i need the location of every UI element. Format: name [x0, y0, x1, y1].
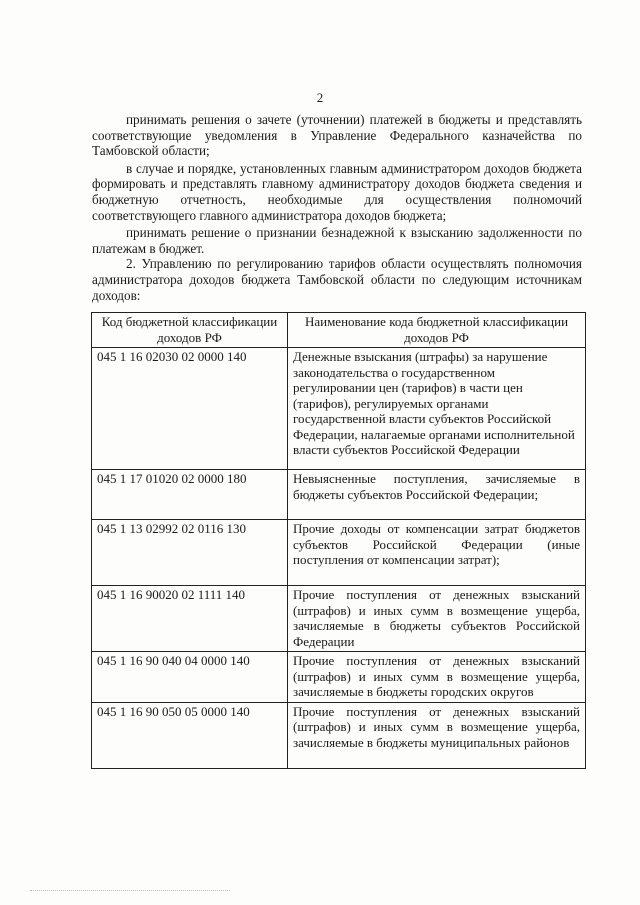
- table-row: [92, 520, 586, 586]
- row-code: 045 1 16 90 040 04 0000 140: [92, 652, 288, 703]
- scan-artifact: [30, 890, 230, 893]
- row-code: 045 1 16 90020 02 1111 140: [92, 586, 288, 652]
- row-name: Невыясненные поступления, зачисляемые в бюджеты субъектов Российской Федерации;: [288, 470, 586, 520]
- body-text: [92, 112, 582, 303]
- paragraph-tariff-department: 2. Управлению по регулированию тарифов области осуществлять полномочия администратора доходов бюджета Тамбовской области по следующим источникам доходов:: [92, 256, 582, 303]
- paragraph-offset-decision: принимать решения о зачете (уточнении) платежей в бюджеты и представлять соответствующие уведомления в Управление Федерального казначейства по Тамбовской области;: [92, 112, 582, 159]
- table-row: [92, 348, 586, 470]
- page-number: 2: [316, 90, 324, 105]
- row-name: Прочие поступления от денежных взысканий (штрафов) и иных сумм в возмещение ущерба, зачисляемые в бюджеты городских округов: [288, 652, 586, 703]
- row-name: Прочие доходы от компенсации затрат бюджетов субъектов Российской Федерации (иные поступления от компенсации затрат);: [288, 520, 586, 586]
- table-row: [92, 652, 586, 703]
- table-row: [92, 470, 586, 520]
- row-name: Прочие поступления от денежных взысканий (штрафов) и иных сумм в возмещение ущерба, зачисляемые в бюджеты муниципальных районов: [288, 702, 586, 768]
- income-codes-table: [91, 312, 586, 769]
- paragraph-reporting: в случае и порядке, установленных главным администратором доходов бюджета формировать и представлять главному администратору доходов бюджета сведения и бюджетную отчетность, необходимые для осуществления полномочий соответствующего главного администратора доходов бюджета;: [92, 160, 582, 223]
- row-code: 045 1 16 90 050 05 0000 140: [92, 702, 288, 768]
- row-name: Прочие поступления от денежных взысканий (штрафов) и иных сумм в возмещение ущерба, зачисляемые в бюджеты субъектов Российской Федерации: [288, 586, 586, 652]
- header-name: Наименование кода бюджетной классификации доходов РФ: [288, 313, 586, 348]
- row-code: 045 1 17 01020 02 0000 180: [92, 470, 288, 520]
- row-code: 045 1 16 02030 02 0000 140: [92, 348, 288, 470]
- header-code: Код бюджетной классификации доходов РФ: [92, 313, 288, 348]
- table-header-row: [92, 313, 586, 348]
- table-row: [92, 586, 586, 652]
- row-name: Денежные взыскания (штрафы) за нарушение законодательства о государственном регулировании цен (тарифов) в части цен (тарифов), регулируемых органами государственной власти субъектов Российской Федерации, налагаемые органами исполнительной власти субъектов Российской Федерации: [288, 348, 586, 470]
- paragraph-bad-debt: принимать решение о признании безнадежной к взысканию задолженности по платежам в бюджет.: [92, 225, 582, 256]
- row-code: 045 1 13 02992 02 0116 130: [92, 520, 288, 586]
- table-row: [92, 702, 586, 768]
